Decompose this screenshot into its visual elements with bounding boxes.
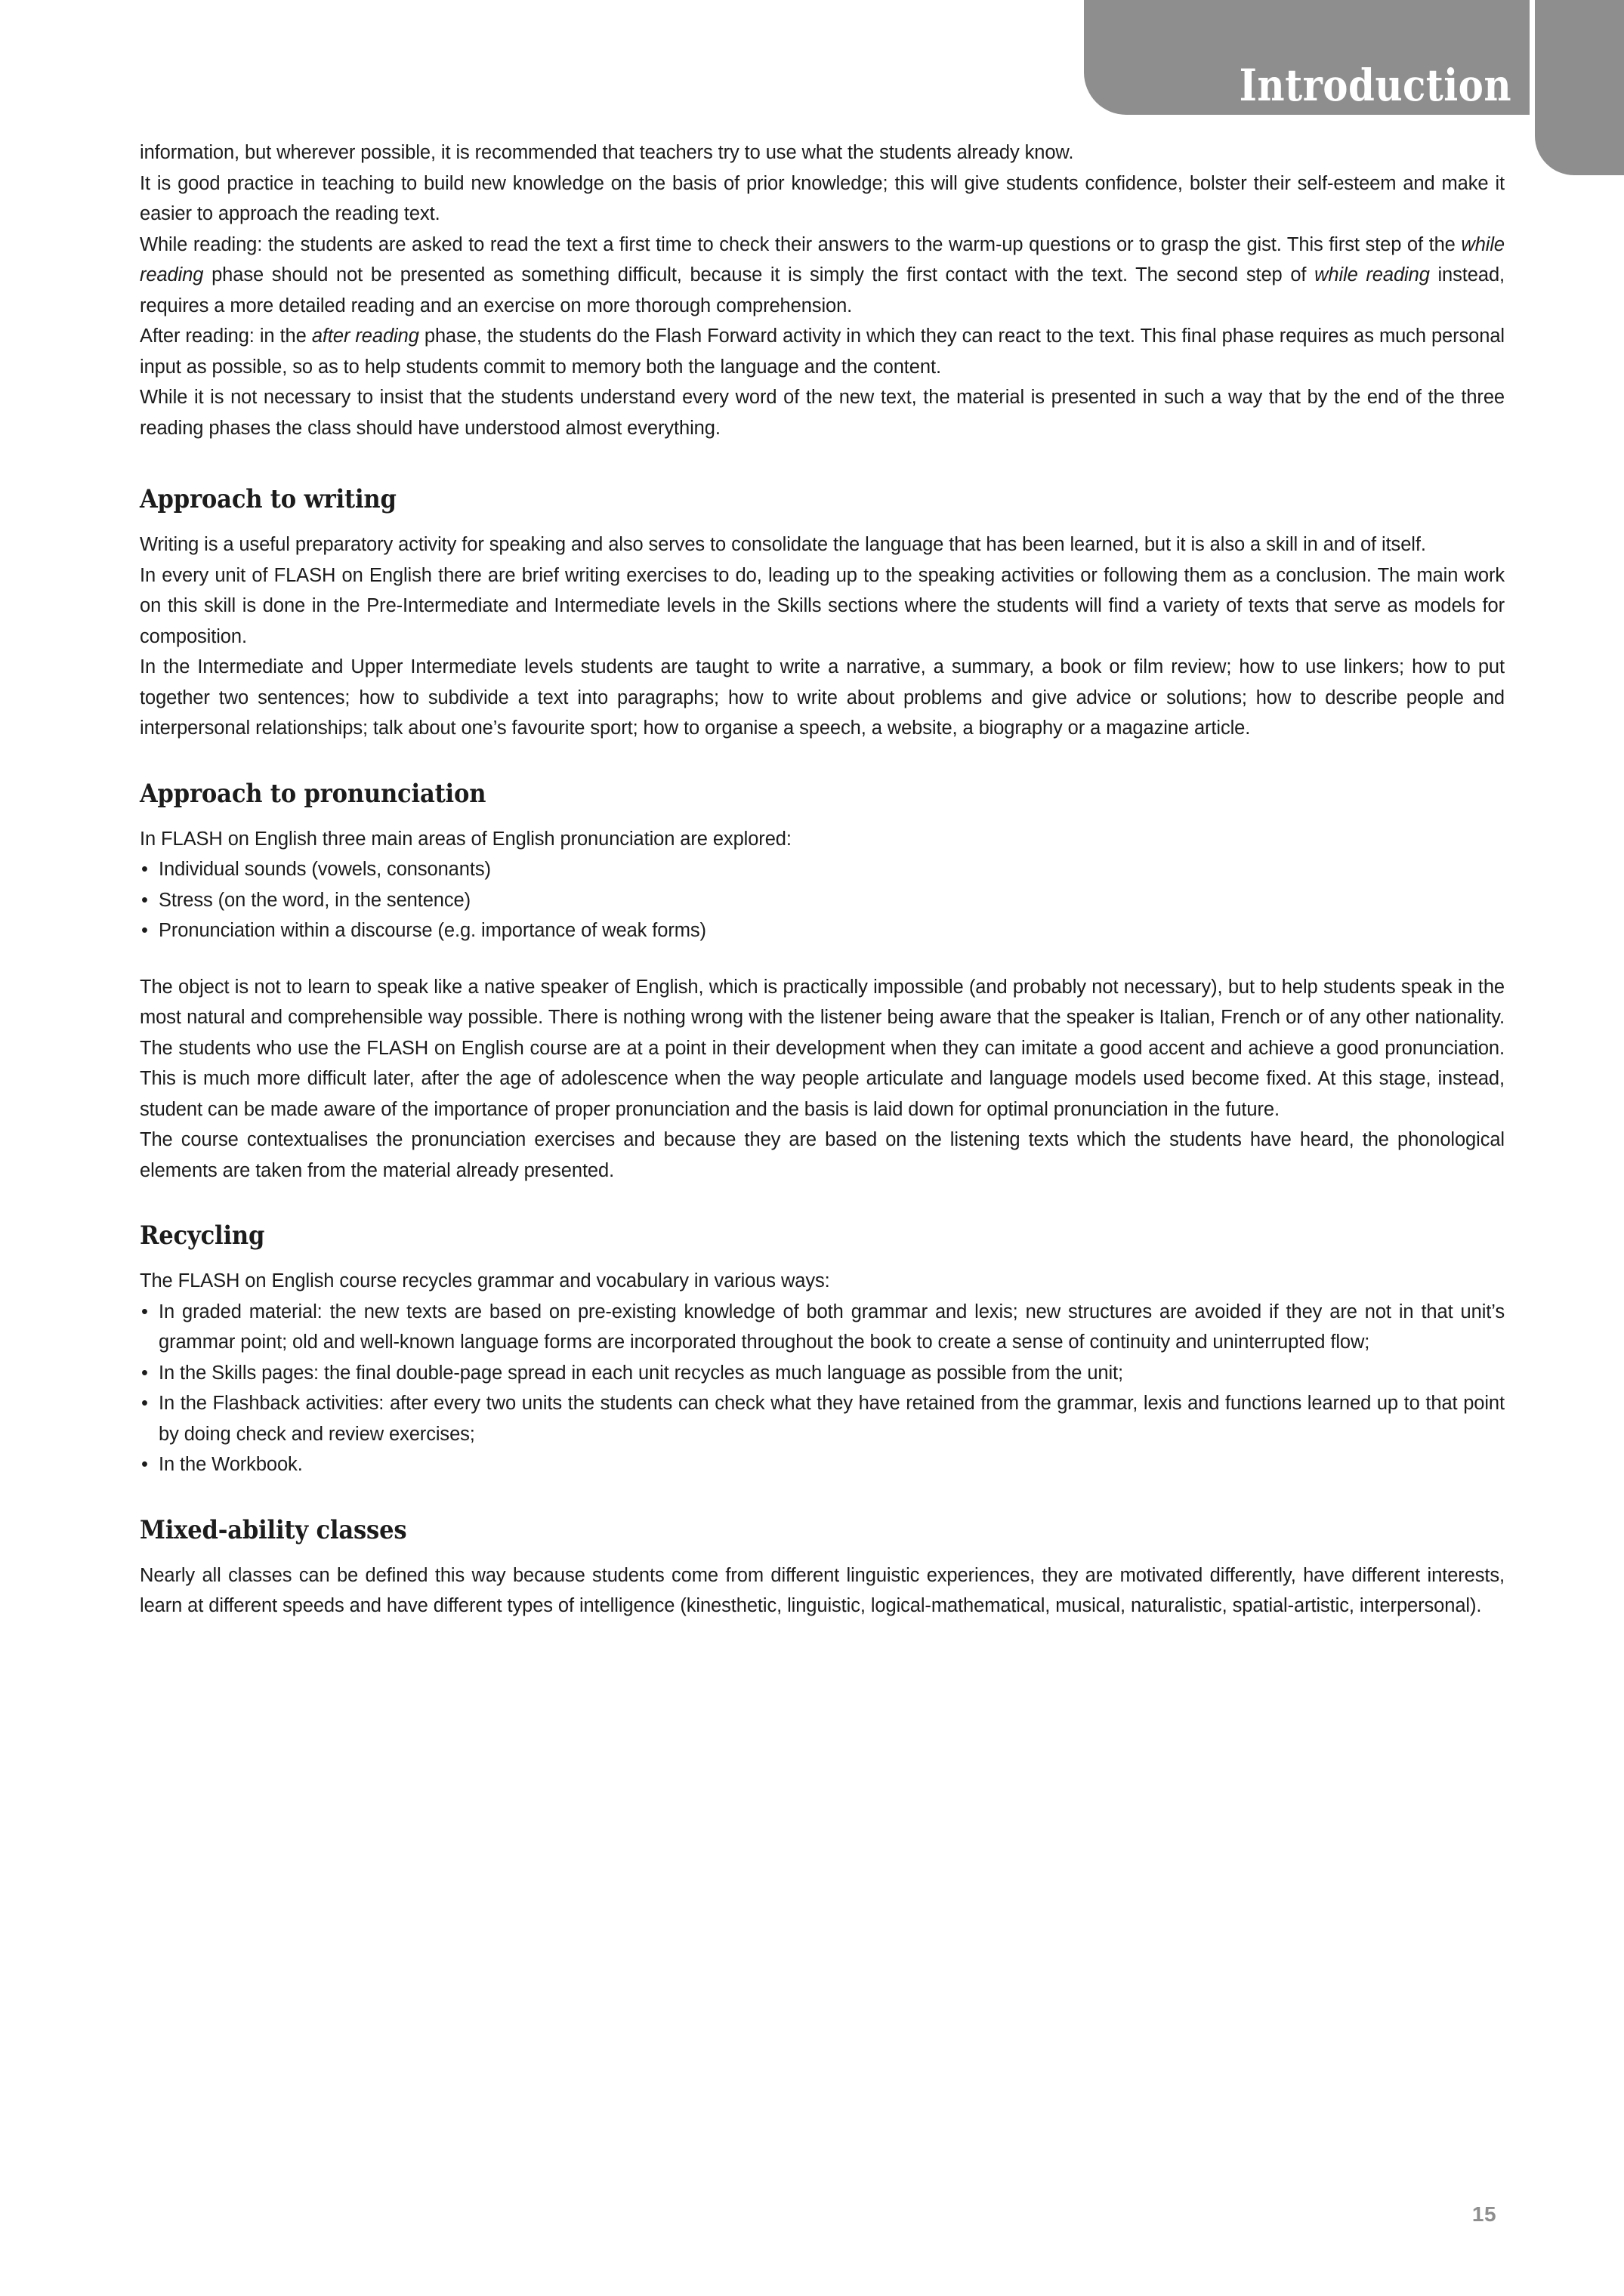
paragraph-after-reading: [140, 321, 1505, 382]
page-number: 15: [1471, 2202, 1497, 2226]
bullet-icon: •: [141, 889, 148, 911]
spacer: [140, 1186, 1505, 1219]
list-item-label: In the Flashback activities: after every two units the students can check what they have retained from the grammar, lexis and functions learned up to that point by doing check and review exercises;: [159, 1393, 1505, 1445]
bullet-icon: •: [141, 1301, 148, 1322]
writing-paragraph-2: In every unit of FLASH on English there are brief writing exercises to do, leading up to the speaking activities or following them as a conclusion. The main work on this skill is done in the Pre-Intermediate and Intermediate levels in the Skills sections where the students will find a variety of texts that serve as models for composition.: [140, 564, 1505, 647]
text-column: [140, 137, 1505, 1622]
list-item: [140, 915, 1505, 946]
recycling-bullet-list: [140, 1297, 1505, 1480]
list-item: [140, 1358, 1505, 1389]
pronunciation-bullet-list: [140, 854, 1505, 946]
while-reading-italic-2: while reading: [1314, 264, 1430, 285]
pronunciation-paragraph-1: The object is not to learn to speak like a native speaker of English, which is practically impossible (and probably not necessary), but to help students speak in the most natural and comprehensible way possible. There is nothing wrong with the listener being aware that the speaker is Italian, French or of any other nationality. The students who use the FLASH on English course are at a point in their development when they can imitate a good accent and achieve a good pronunciation. This is much more difficult later, after the age of adolescence when the way people articulate and language models used become fixed. At this stage, instead, student can be made aware of the importance of proper pronunciation and the basis is laid down for optimal pronunciation in the future.: [140, 976, 1505, 1120]
mixed-ability-paragraph-1: Nearly all classes can be defined this way because students come from different linguistic experiences, they are motivated differently, have different interests, learn at different speeds and have different types of intelligence (kinesthetic, linguistic, logical-mathematical, musical, naturalistic, spatial-artistic, interpersonal).: [140, 1564, 1505, 1616]
list-item-label: In the Skills pages: the final double-page spread in each unit recycles as much language as possible from the unit;: [159, 1362, 1124, 1384]
section-heading-approach-to-writing: Approach to writing: [140, 484, 397, 514]
writing-paragraph-3: In the Intermediate and Upper Intermediate levels students are taught to write a narrative, a summary, a book or film review; how to use linkers; how to put together two sentences; how to subdivide a text into paragraphs; how to write about problems and give advice or solutions; how to describe people and interpersonal relationships; talk about one’s favourite sport; how to organise a speech, a website, a biography or a magazine article.: [140, 656, 1505, 739]
list-item: [140, 1449, 1505, 1480]
spacer: [140, 744, 1505, 777]
paragraph-intro-2: It is good practice in teaching to build new knowledge on the basis of prior knowledge; this will give students confidence, bolster their self-esteem and make it easier to approach the reading text.: [140, 172, 1505, 224]
section-heading-recycling: Recycling: [140, 1221, 265, 1251]
after-reading-italic-1: after reading: [311, 326, 419, 347]
spacer: [140, 516, 1505, 529]
list-item-label: In graded material: the new texts are based on pre-existing knowledge of both grammar and lexis; new structures are avoided if they are not in that unit’s grammar point; old and well-known language forms are incorporated throughout the book to create a sense of continuity and uninterrupted flow;: [159, 1301, 1505, 1353]
list-item-label: In the Workbook.: [159, 1454, 303, 1475]
list-item: [140, 1388, 1505, 1449]
paragraph-closing: While it is not necessary to insist that the students understand every word of the new text, the material is presented in such a way that by the end of the three reading phases the class should have understood almost everything.: [140, 387, 1505, 439]
bullet-icon: •: [141, 920, 148, 941]
pronunciation-intro: In FLASH on English three main areas of English pronunciation are explored:: [140, 828, 792, 850]
list-item: [140, 885, 1505, 916]
bullet-icon: •: [141, 1393, 148, 1414]
while-reading-italic-1: while reading: [140, 233, 1505, 285]
paragraph-while-reading: [140, 230, 1505, 322]
page-title: Introduction: [1239, 60, 1511, 111]
paragraph-intro-1: information, but wherever possible, it is recommended that teachers try to use what the students already know.: [140, 142, 1074, 163]
writing-paragraph-1: Writing is a useful preparatory activity for speaking and also serves to consolidate the language that has been learned, but it is also a skill in and of itself.: [140, 534, 1426, 555]
while-reading-text-3: instead, requires a more detailed reading and an exercise on more thorough comprehension.: [140, 264, 1505, 316]
pronunciation-paragraph-2: The course contextualises the pronunciation exercises and because they are based on the listening texts which the students have heard, the phonological elements are taken from the material already presented.: [140, 1129, 1505, 1181]
section-heading-approach-to-pronunciation: Approach to pronunciation: [140, 778, 486, 809]
list-item: [140, 854, 1505, 885]
while-reading-text-2: phase should not be presented as something difficult, because it is simply the first contact with the text. The second step of: [203, 264, 1315, 285]
recycling-intro: The FLASH on English course recycles grammar and vocabulary in various ways:: [140, 1270, 830, 1292]
list-item-label: Stress (on the word, in the sentence): [159, 889, 471, 911]
bullet-icon: •: [141, 1362, 148, 1384]
while-reading-text-1: While reading: the students are asked to read the text a first time to check their answers to the warm-up questions or to grasp the gist. This first step of the: [140, 233, 1462, 255]
spacer: [140, 810, 1505, 824]
list-item-label: Individual sounds (vowels, consonants): [159, 859, 491, 880]
after-reading-text-2: phase, the students do the Flash Forward activity in which they can react to the text. This final phase requires as much personal input as possible, so as to help students commit to memory both the language and the content.: [140, 326, 1505, 378]
spacer: [140, 443, 1505, 483]
header-side-tab: [1535, 0, 1624, 175]
header-banner: [1084, 0, 1530, 115]
bullet-icon: •: [141, 1454, 148, 1475]
spacer: [140, 1480, 1505, 1514]
spacer: [140, 946, 1505, 972]
bullet-icon: •: [141, 859, 148, 880]
spacer: [140, 1252, 1505, 1266]
list-item: [140, 1297, 1505, 1358]
spacer: [140, 1547, 1505, 1560]
after-reading-text-1: After reading: in the: [140, 326, 312, 347]
section-heading-mixed-ability-classes: Mixed-ability classes: [140, 1514, 407, 1545]
list-item-label: Pronunciation within a discourse (e.g. importance of weak forms): [159, 920, 706, 941]
